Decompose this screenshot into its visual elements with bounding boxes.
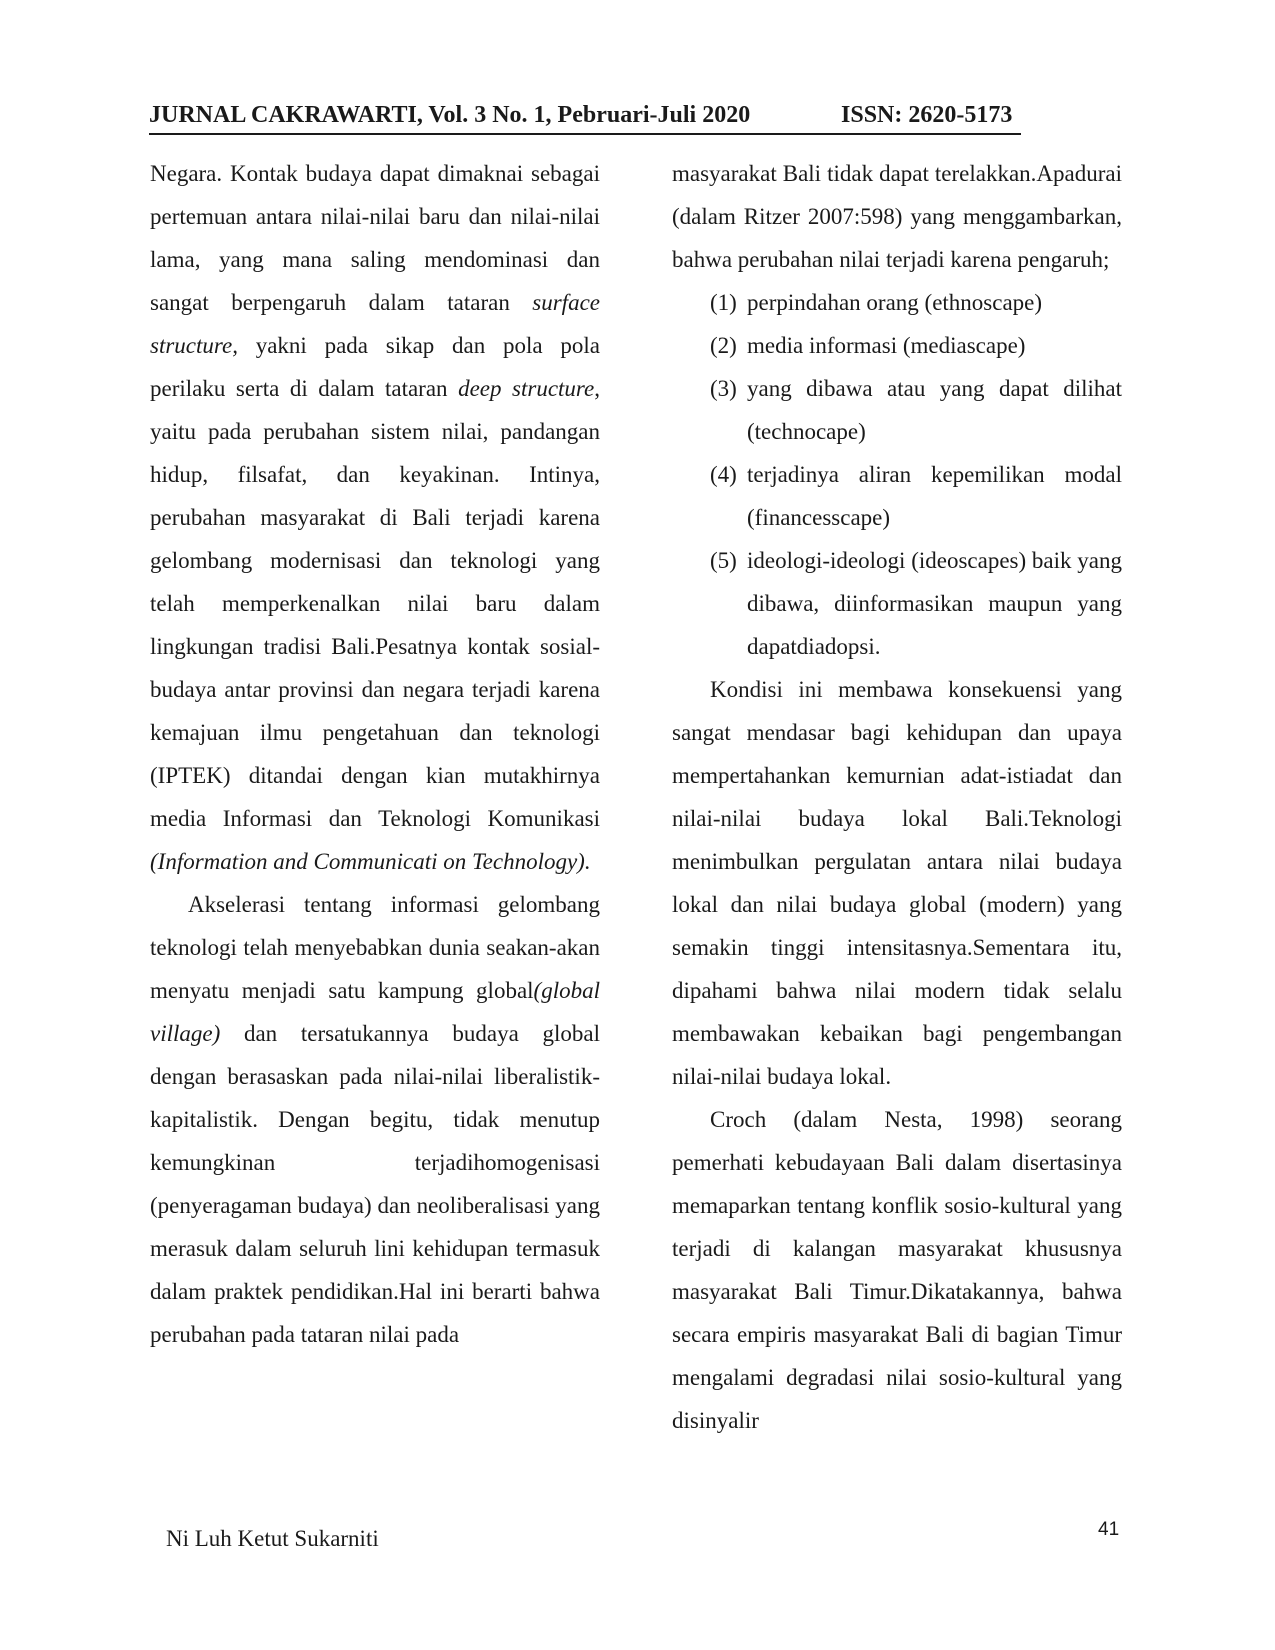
list-number: (1) — [710, 290, 737, 315]
paragraph-left-2 — [150, 883, 600, 1356]
list-item — [710, 324, 1122, 367]
text-run: , yaitu pada perubahan sistem nilai, pandangan hidup, filsafat, dan keyakinan. Intinya, perubahan masyarakat di Bali terjadi karena gelombang modernisasi dan teknologi yang telah memperkenalkan nilai baru dalam lingkungan tradisi Bali.Pesatnya kontak sosial-budaya antar provinsi dan negara terjadi karena kemajuan ilmu pengetahuan dan teknologi (IPTEK) ditandai dengan kian mutakhirnya media Informasi dan Teknologi Komunikasi — [150, 376, 600, 831]
italic-term: deep structure — [458, 376, 595, 401]
footer-author: Ni Luh Ketut Sukarniti — [166, 1526, 379, 1551]
page-number: 41 — [1098, 1519, 1120, 1540]
list-text: terjadinya aliran kepemilikan modal (financesscape) — [747, 462, 1122, 530]
left-column — [150, 152, 600, 1356]
right-column — [672, 152, 1122, 1442]
list-item — [710, 367, 1122, 453]
paragraph-right-3: Croch (dalam Nesta, 1998) seorang pemerhati kebudayaan Bali dalam disertasinya memaparkan tentang konflik sosio-kultural yang terjadi di kalangan masyarakat khususnya masyarakat Bali Timur.Dikatakannya, bahwa secara empiris masyarakat Bali di bagian Timur mengalami degradasi nilai sosio-kultural yang disinyalir — [672, 1107, 1122, 1433]
italic-term: (global village) — [150, 978, 600, 1046]
influence-list — [672, 281, 1122, 668]
paragraph-left-1 — [150, 152, 600, 883]
journal-title: JURNAL CAKRAWARTI, Vol. 3 No. 1, Pebruari-Juli 2020 — [149, 102, 751, 128]
list-text: ideologi-ideologi (ideoscapes) baik yang dibawa, diinformasikan maupun yang dapatdiadopsi. — [747, 548, 1122, 659]
italic-term: (Information and Communicati on Technology). — [150, 849, 591, 874]
list-text: media informasi (mediascape) — [747, 333, 1026, 358]
list-item — [710, 281, 1122, 324]
text-run: Negara. Kontak budaya dapat dimaknai sebagai pertemuan antara nilai-nilai baru dan nilai-nilai lama, yang mana saling mendominasi dan sangat berpengaruh dalam tataran — [150, 161, 600, 315]
list-number: (3) — [710, 376, 737, 401]
text-run: dan tersatukannya budaya global dengan berasaskan pada nilai-nilai liberalistik-kapitalistik. Dengan begitu, tidak menutup kemungkinan terjadihomogenisasi (penyeragaman budaya) dan neoliberalisasi yang merasuk dalam seluruh lini kehidupan termasuk dalam praktek pendidikan.Hal ini berarti bahwa perubahan pada tataran nilai pada — [150, 1021, 600, 1347]
list-number: (5) — [710, 548, 737, 573]
italic-term: surface structure, — [150, 290, 600, 358]
list-text: yang dibawa atau yang dapat dilihat (technocape) — [747, 376, 1122, 444]
running-header — [149, 100, 1021, 135]
list-item — [710, 539, 1122, 668]
paragraph-right-1: masyarakat Bali tidak dapat terelakkan.Apadurai (dalam Ritzer 2007:598) yang menggambarkan, bahwa perubahan nilai terjadi karena pengaruh; — [672, 161, 1122, 272]
paragraph-right-2: Kondisi ini membawa konsekuensi yang sangat mendasar bagi kehidupan dan upaya mempertahankan kemurnian adat-istiadat dan nilai-nilai budaya lokal Bali.Teknologi menimbulkan pergulatan antara nilai budaya lokal dan nilai budaya global (modern) yang semakin tinggi intensitasnya.Sementara itu, dipahami bahwa nilai modern tidak selalu membawakan kebaikan bagi pengembangan nilai-nilai budaya lokal. — [672, 677, 1122, 1089]
text-run: yakni pada sikap dan pola pola perilaku serta di dalam tataran — [150, 333, 600, 401]
text-run: Akselerasi tentang informasi gelombang teknologi telah menyebabkan dunia seakan-akan menyatu menjadi satu kampung global — [150, 892, 600, 1003]
list-item — [710, 453, 1122, 539]
issn-label: ISSN: 2620-5173 — [841, 102, 1013, 128]
list-number: (4) — [710, 462, 737, 487]
list-text: perpindahan orang (ethnoscape) — [747, 290, 1043, 315]
list-number: (2) — [710, 333, 737, 358]
